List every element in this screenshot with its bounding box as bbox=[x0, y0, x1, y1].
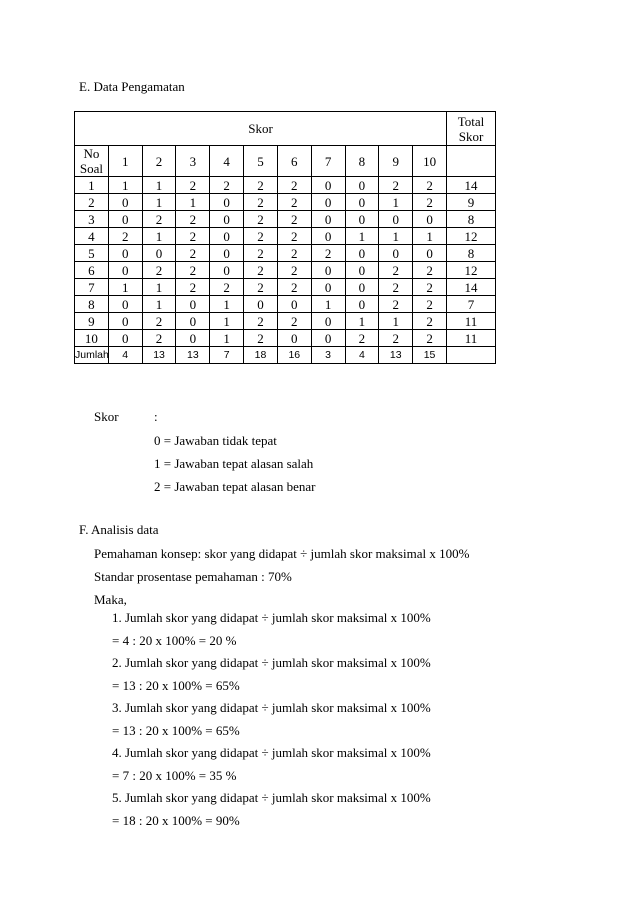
score-cell: 1 bbox=[345, 313, 379, 330]
sum-cell: 16 bbox=[277, 347, 311, 364]
score-cell: 2 bbox=[244, 279, 278, 296]
score-cell: 2 bbox=[142, 262, 176, 279]
score-cell: 2 bbox=[379, 262, 413, 279]
total-cell: 11 bbox=[447, 330, 496, 347]
score-cell: 2 bbox=[379, 177, 413, 194]
score-cell: 2 bbox=[142, 211, 176, 228]
column-header: 6 bbox=[277, 146, 311, 177]
column-header: 5 bbox=[244, 146, 278, 177]
score-cell: 2 bbox=[413, 177, 447, 194]
score-cell: 2 bbox=[277, 177, 311, 194]
total-cell: 7 bbox=[447, 296, 496, 313]
score-cell: 2 bbox=[379, 279, 413, 296]
column-header: 10 bbox=[413, 146, 447, 177]
sum-total-cell bbox=[447, 347, 496, 364]
score-cell: 0 bbox=[108, 211, 142, 228]
row-number-cell: 1 bbox=[75, 177, 109, 194]
score-cell: 0 bbox=[210, 228, 244, 245]
score-cell: 0 bbox=[345, 177, 379, 194]
score-cell: 2 bbox=[277, 228, 311, 245]
row-number-cell: 2 bbox=[75, 194, 109, 211]
score-cell: 2 bbox=[176, 262, 210, 279]
total-cell: 8 bbox=[447, 211, 496, 228]
score-cell: 2 bbox=[277, 313, 311, 330]
score-cell: 1 bbox=[108, 177, 142, 194]
score-cell: 0 bbox=[345, 245, 379, 262]
column-header: 7 bbox=[311, 146, 345, 177]
score-cell: 2 bbox=[413, 330, 447, 347]
sum-cell: 4 bbox=[108, 347, 142, 364]
score-cell: 0 bbox=[210, 262, 244, 279]
table-row bbox=[75, 296, 496, 313]
score-cell: 0 bbox=[108, 262, 142, 279]
score-cell: 2 bbox=[277, 194, 311, 211]
score-cell: 1 bbox=[142, 279, 176, 296]
score-cell: 0 bbox=[379, 245, 413, 262]
score-cell: 2 bbox=[413, 194, 447, 211]
total-cell: 12 bbox=[447, 228, 496, 245]
score-cell: 1 bbox=[142, 194, 176, 211]
score-cell: 0 bbox=[311, 330, 345, 347]
score-cell: 2 bbox=[413, 313, 447, 330]
row-number-cell: 4 bbox=[75, 228, 109, 245]
total-cell: 11 bbox=[447, 313, 496, 330]
score-cell: 2 bbox=[142, 330, 176, 347]
score-cell: 0 bbox=[277, 330, 311, 347]
score-cell: 2 bbox=[244, 211, 278, 228]
row-number-cell: 6 bbox=[75, 262, 109, 279]
score-cell: 1 bbox=[142, 228, 176, 245]
score-cell: 2 bbox=[176, 177, 210, 194]
skor-header: Skor bbox=[75, 112, 447, 146]
score-cell: 1 bbox=[379, 228, 413, 245]
score-cell: 0 bbox=[210, 245, 244, 262]
score-cell: 2 bbox=[379, 330, 413, 347]
score-cell: 2 bbox=[244, 330, 278, 347]
legend-colon: : bbox=[154, 409, 158, 424]
score-cell: 0 bbox=[311, 262, 345, 279]
sum-cell: 13 bbox=[176, 347, 210, 364]
score-cell: 2 bbox=[142, 313, 176, 330]
score-cell: 2 bbox=[277, 211, 311, 228]
total-skor-header: Total Skor bbox=[447, 112, 496, 146]
maka-text: Maka, bbox=[94, 592, 127, 607]
score-cell: 0 bbox=[345, 194, 379, 211]
step-calculation: = 7 : 20 x 100% = 35 % bbox=[112, 767, 237, 783]
score-cell: 2 bbox=[379, 296, 413, 313]
step-line: 2. Jumlah skor yang didapat ÷ jumlah skor maksimal x 100% bbox=[112, 655, 431, 670]
score-cell: 1 bbox=[176, 194, 210, 211]
score-cell: 0 bbox=[108, 313, 142, 330]
table-row bbox=[75, 194, 496, 211]
score-cell: 2 bbox=[210, 177, 244, 194]
score-cell: 2 bbox=[244, 194, 278, 211]
row-number-cell: 5 bbox=[75, 245, 109, 262]
table-sum-row bbox=[75, 347, 496, 364]
legend-item: 0 = Jawaban tidak tepat bbox=[154, 433, 277, 448]
score-cell: 0 bbox=[108, 194, 142, 211]
step-line: 4. Jumlah skor yang didapat ÷ jumlah skor maksimal x 100% bbox=[112, 745, 431, 760]
step-calculation: = 13 : 20 x 100% = 65% bbox=[112, 722, 240, 738]
score-cell: 0 bbox=[345, 211, 379, 228]
table-row bbox=[75, 279, 496, 296]
score-cell: 0 bbox=[345, 296, 379, 313]
table-header-row bbox=[75, 112, 496, 146]
legend-item: 1 = Jawaban tepat alasan salah bbox=[154, 456, 314, 471]
total-cell: 9 bbox=[447, 194, 496, 211]
sum-label-cell: Jumlah bbox=[75, 347, 109, 364]
step-calculation: = 18 : 20 x 100% = 90% bbox=[112, 812, 240, 828]
total-cell: 12 bbox=[447, 262, 496, 279]
score-cell: 2 bbox=[244, 245, 278, 262]
sum-cell: 3 bbox=[311, 347, 345, 364]
score-cell: 2 bbox=[244, 177, 278, 194]
score-cell: 2 bbox=[176, 211, 210, 228]
score-cell: 2 bbox=[413, 262, 447, 279]
score-cell: 1 bbox=[210, 330, 244, 347]
column-header: 8 bbox=[345, 146, 379, 177]
score-cell: 2 bbox=[277, 245, 311, 262]
table-column-header-row bbox=[75, 146, 496, 177]
score-cell: 2 bbox=[244, 228, 278, 245]
score-cell: 2 bbox=[277, 279, 311, 296]
total-cell: 8 bbox=[447, 245, 496, 262]
score-cell: 0 bbox=[345, 262, 379, 279]
legend-item: 2 = Jawaban tepat alasan benar bbox=[154, 479, 316, 494]
row-number-cell: 7 bbox=[75, 279, 109, 296]
step-calculation: = 4 : 20 x 100% = 20 % bbox=[112, 632, 237, 648]
score-cell: 2 bbox=[277, 262, 311, 279]
score-cell: 0 bbox=[108, 330, 142, 347]
column-header: 9 bbox=[379, 146, 413, 177]
column-header: 2 bbox=[142, 146, 176, 177]
score-cell: 2 bbox=[176, 228, 210, 245]
score-cell: 0 bbox=[277, 296, 311, 313]
sum-cell: 15 bbox=[413, 347, 447, 364]
score-cell: 0 bbox=[311, 313, 345, 330]
score-cell: 1 bbox=[210, 313, 244, 330]
step-line: 3. Jumlah skor yang didapat ÷ jumlah skor maksimal x 100% bbox=[112, 700, 431, 715]
sum-cell: 13 bbox=[142, 347, 176, 364]
score-cell: 0 bbox=[311, 279, 345, 296]
no-soal-header: No Soal bbox=[75, 146, 109, 177]
score-cell: 0 bbox=[176, 296, 210, 313]
score-cell: 0 bbox=[413, 245, 447, 262]
score-cell: 0 bbox=[108, 245, 142, 262]
score-cell: 2 bbox=[176, 245, 210, 262]
section-e-heading: E. Data Pengamatan bbox=[79, 79, 185, 94]
score-cell: 2 bbox=[108, 228, 142, 245]
section-f-heading: F. Analisis data bbox=[79, 522, 159, 537]
score-cell: 0 bbox=[311, 177, 345, 194]
total-header-empty bbox=[447, 146, 496, 177]
score-cell: 2 bbox=[244, 313, 278, 330]
sum-cell: 4 bbox=[345, 347, 379, 364]
score-cell: 0 bbox=[311, 228, 345, 245]
standard-text: Standar prosentase pemahaman : 70% bbox=[94, 569, 292, 584]
score-cell: 0 bbox=[379, 211, 413, 228]
column-header: 4 bbox=[210, 146, 244, 177]
total-cell: 14 bbox=[447, 279, 496, 296]
row-number-cell: 10 bbox=[75, 330, 109, 347]
score-cell: 0 bbox=[210, 194, 244, 211]
score-cell: 1 bbox=[311, 296, 345, 313]
score-cell: 0 bbox=[413, 211, 447, 228]
table-row bbox=[75, 177, 496, 194]
table-row bbox=[75, 330, 496, 347]
row-number-cell: 9 bbox=[75, 313, 109, 330]
score-cell: 2 bbox=[244, 262, 278, 279]
table-row bbox=[75, 245, 496, 262]
total-cell: 14 bbox=[447, 177, 496, 194]
column-header: 1 bbox=[108, 146, 142, 177]
row-number-cell: 3 bbox=[75, 211, 109, 228]
score-cell: 1 bbox=[379, 313, 413, 330]
score-cell: 0 bbox=[345, 279, 379, 296]
table-row bbox=[75, 211, 496, 228]
table-row bbox=[75, 262, 496, 279]
score-cell: 0 bbox=[176, 313, 210, 330]
observation-table bbox=[74, 111, 496, 364]
score-cell: 0 bbox=[108, 296, 142, 313]
sum-cell: 18 bbox=[244, 347, 278, 364]
score-cell: 0 bbox=[142, 245, 176, 262]
sum-cell: 7 bbox=[210, 347, 244, 364]
row-number-cell: 8 bbox=[75, 296, 109, 313]
score-cell: 1 bbox=[142, 177, 176, 194]
score-cell: 2 bbox=[210, 279, 244, 296]
score-cell: 1 bbox=[142, 296, 176, 313]
score-cell: 2 bbox=[345, 330, 379, 347]
score-cell: 0 bbox=[244, 296, 278, 313]
score-cell: 2 bbox=[413, 296, 447, 313]
score-cell: 2 bbox=[176, 279, 210, 296]
score-cell: 2 bbox=[311, 245, 345, 262]
score-cell: 1 bbox=[413, 228, 447, 245]
table-row bbox=[75, 228, 496, 245]
step-calculation: = 13 : 20 x 100% = 65% bbox=[112, 677, 240, 693]
score-cell: 1 bbox=[379, 194, 413, 211]
step-line: 5. Jumlah skor yang didapat ÷ jumlah skor maksimal x 100% bbox=[112, 790, 431, 805]
column-header: 3 bbox=[176, 146, 210, 177]
sum-cell: 13 bbox=[379, 347, 413, 364]
score-cell: 0 bbox=[311, 211, 345, 228]
score-cell: 0 bbox=[176, 330, 210, 347]
score-cell: 1 bbox=[108, 279, 142, 296]
step-line: 1. Jumlah skor yang didapat ÷ jumlah skor maksimal x 100% bbox=[112, 610, 431, 625]
score-cell: 0 bbox=[210, 211, 244, 228]
score-cell: 2 bbox=[413, 279, 447, 296]
score-cell: 1 bbox=[210, 296, 244, 313]
table-row bbox=[75, 313, 496, 330]
score-cell: 1 bbox=[345, 228, 379, 245]
formula-text: Pemahaman konsep: skor yang didapat ÷ jumlah skor maksimal x 100% bbox=[94, 546, 470, 561]
score-cell: 0 bbox=[311, 194, 345, 211]
legend-label: Skor bbox=[94, 409, 119, 424]
